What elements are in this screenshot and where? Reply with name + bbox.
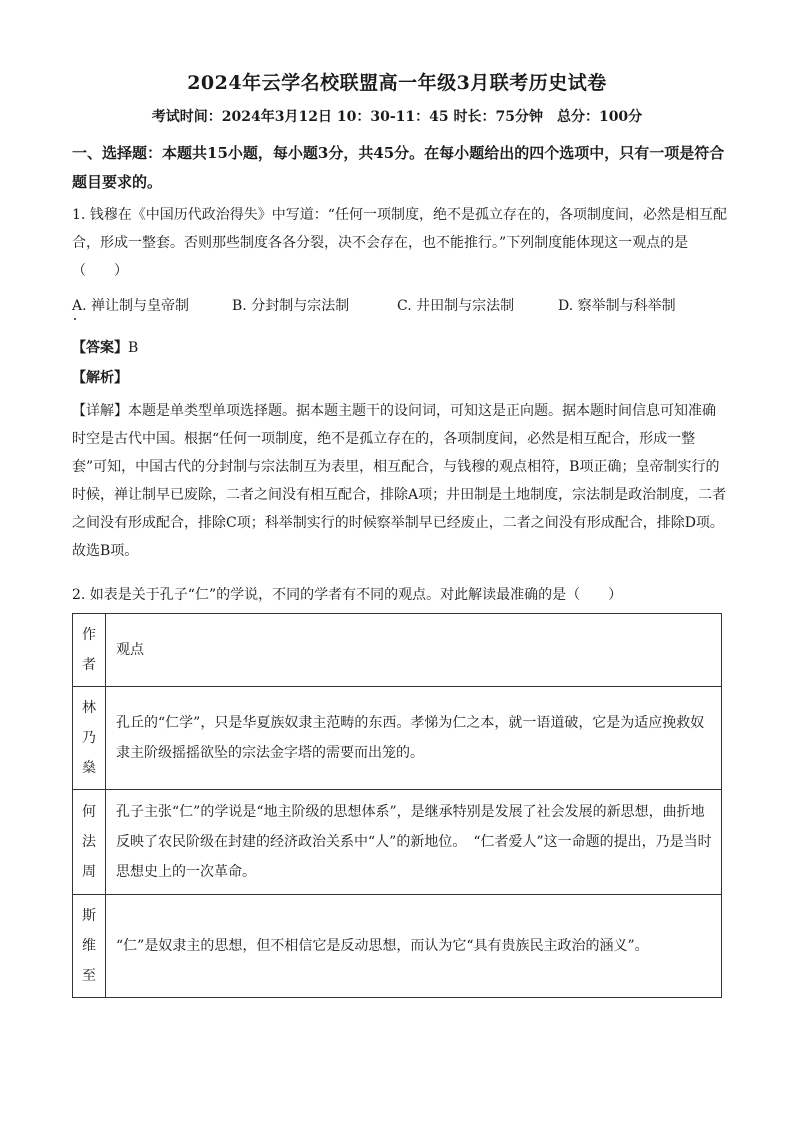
q1-detail: 【详解】本题是单类型单项选择题。据本题主题干的设问词，可知这是正向题。据本题时间信息可知准确时空是古代中国。根据“任何一项制度，绝不是孤立存在的，各项制度间，必然是相互配合，形成一整套”可知，中国古代的分封制与宗法制互为表里，相互配合，与钱穆的观点相符，B项正确；皇帝制实行的时候，禅让制早已废除，二者之间没有相互配合，排除A项；井田制是土地制度，宗法制是政治制度，二者之间没有形成配合，排除C项；科举制实行的时候察举制早已经废止，二者之间没有形成配合，排除D项。故选B项。 [72,403,727,559]
author-char: 林 [82,700,96,716]
author-char: 斯 [82,908,96,924]
author-cell [73,895,106,998]
section-heading: 一、选择题：本题共15小题，每小题3分，共45分。在每小题给出的四个选项中，只有一项是符合题目要求的。 [72,144,725,191]
table-header-row [73,614,722,687]
author-char: 法 [82,834,96,850]
author-char: 燊 [82,760,96,776]
page-title: 2024年云学名校联盟高一年级3月联考历史试卷 [187,72,607,94]
view-cell: “仁”是奴隶主的思想，但不相信它是反动思想，而认为它“具有贵族民主政治的涵义”。 [106,895,722,998]
view-cell: 孔丘的“仁学”，只是华夏族奴隶主范畴的东西。孝悌为仁之本，就一语道破，它是为适应挽救奴隶主阶级摇摇欲坠的宗法金字塔的需要而出笼的。 [106,687,722,790]
author-char: 至 [82,968,96,984]
q2-views-table [72,613,722,998]
author-cell [73,687,106,790]
q1-option-a[interactable]: A. 禅让制与皇帝制 [72,298,190,314]
author-char: 维 [82,938,96,954]
table-row [73,790,722,895]
q1-analysis-tag [72,364,128,392]
header-author-cell [73,614,106,687]
q1-stem: 1. 钱穆在《中国历代政治得失》中写道：“任何一项制度，绝不是孤立存在的，各项制度间，必然是相互配合，形成一整套。否则那些制度各各分裂，决不会存在，也不能推行。”下列制度能体现这一观点的是（ ） [72,207,727,279]
exam-info: 考试时间：2024年3月12日 10：30-11：45 时长：75分钟 总分：100分 [151,109,643,125]
answer-tag: 【答案】 [72,340,128,356]
view-cell: 孔子主张“仁”的学说是“地主阶级的思想体系”，是继承特别是发展了社会发展的新思想，曲折地反映了农民阶级在封建的经济政治关系中“人”的新地位。 “仁者爱人”这一命题的提出，乃是当时思想史上的一次革命。 [106,790,722,895]
table-row [73,895,722,998]
q1-option-d[interactable]: D. 察举制与科举制 [558,298,676,314]
q1-option-c[interactable]: C. 井田制与宗法制 [397,298,515,314]
q1-option-b[interactable]: B. 分封制与宗法制 [232,298,350,314]
author-char: 乃 [82,730,96,746]
header-author-char: 作 [82,627,96,643]
author-cell [73,790,106,895]
answer-value: B [128,340,139,356]
author-char: 何 [82,804,96,820]
header-view-cell: 观点 [106,614,722,687]
analysis-tag: 【解析】 [72,370,128,386]
stray-mark [74,318,76,320]
q2-stem: 2. 如表是关于孔子“仁”的学说，不同的学者有不同的观点。对此解读最准确的是（ ） [72,587,623,603]
table-row [73,687,722,790]
q1-answer [72,334,138,362]
header-author-char: 者 [82,657,96,673]
author-char: 周 [82,864,96,880]
